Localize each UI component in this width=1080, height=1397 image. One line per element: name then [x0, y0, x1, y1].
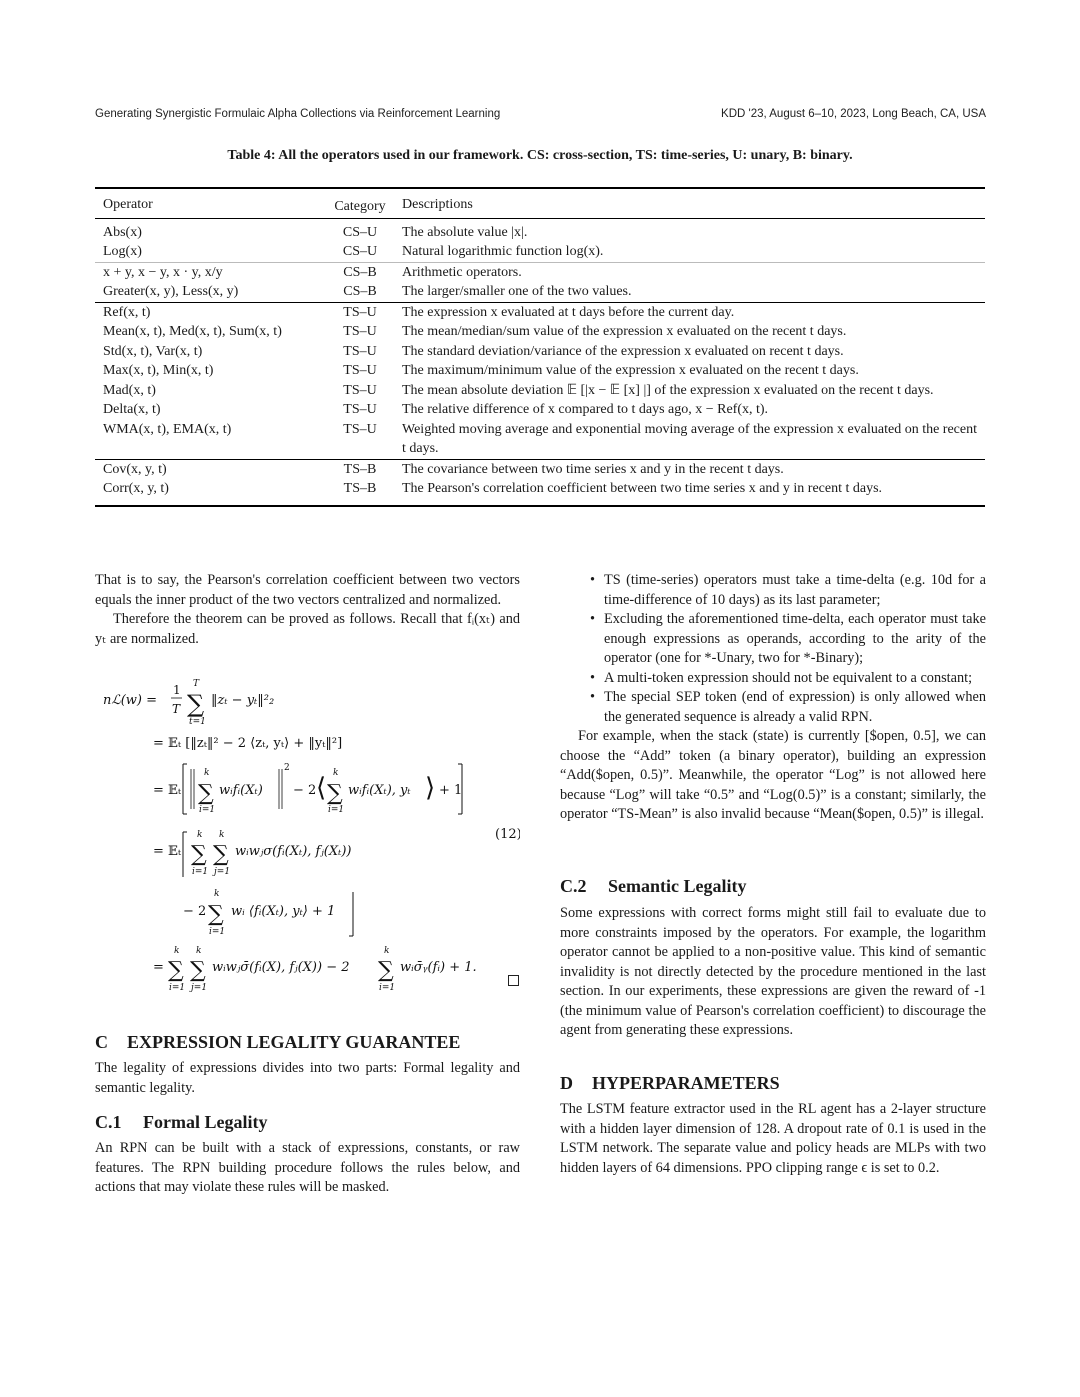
svg-text:j=1: j=1 [191, 983, 208, 993]
svg-text:k: k [196, 946, 202, 956]
svg-text:= 𝔼ₜ: = 𝔼ₜ [153, 844, 182, 859]
svg-text:t=1: t=1 [189, 717, 206, 727]
running-header-venue: KDD '23, August 6–10, 2023, Long Beach, CA, USA [721, 108, 986, 120]
rules-list [560, 571, 986, 727]
svg-text:⟩: ⟩ [425, 773, 436, 803]
category-cell: CS–B [326, 262, 394, 282]
description-cell: The relative difference of x compared to t days ago, x − Ref(x, t). [402, 402, 769, 417]
svg-text:wᵢwⱼσ(fᵢ(Xₜ), fⱼ(Xₜ)): wᵢwⱼσ(fᵢ(Xₜ), fⱼ(Xₜ)) [235, 844, 352, 859]
category-cell: TS–B [326, 459, 394, 479]
table-row [95, 381, 985, 401]
paragraph: The legality of expressions divides into two parts: Formal legality and semantic legality. [95, 1060, 520, 1096]
section-c-heading [95, 1032, 460, 1053]
svg-text:∑: ∑ [190, 958, 206, 983]
operator-cell: x + y, x − y, x · y, x/y [95, 262, 326, 282]
section-number: C.1 [95, 1112, 122, 1132]
section-title: EXPRESSION LEGALITY GUARANTEE [127, 1032, 461, 1052]
category-cell: TS–B [343, 481, 377, 496]
category-cell: TS–U [343, 382, 377, 398]
category-cell: TS–U [343, 363, 377, 378]
section-c1-body [95, 1139, 520, 1198]
paragraph: For example, when the stack (state) is currently [$open, 0.5], we can choose the “Add” token (a binary operator), building an expression “Add($open, 0.5)”. Meanwhile, the operator “Log” is not allowed here because “Log” will take “0.5” and “Log(0.5)” is a constant; similarly, the operator “TS-Mean” is also invalid because “Mean($open, 0.5)” is illegal. [560, 728, 986, 822]
section-title: HYPERPARAMETERS [592, 1073, 780, 1093]
equation-number: (12) [495, 827, 520, 842]
operator-cell: Log(x) [103, 244, 142, 259]
table-row [95, 242, 985, 262]
operator-cell: Corr(x, y, t) [103, 481, 169, 496]
operator-cell: Cov(x, y, t) [95, 459, 326, 479]
description-cell: Arithmetic operators. [394, 262, 985, 282]
category-cell: CS–B [343, 284, 377, 299]
svg-text:∑: ∑ [208, 902, 224, 927]
svg-text:− 2: − 2 [293, 783, 317, 798]
description-cell: The expression x evaluated at t days before the current day. [394, 302, 985, 322]
description-cell: The covariance between two time series x and y in the recent t days. [394, 459, 985, 479]
proof-intro [95, 571, 520, 649]
svg-text:k: k [214, 889, 220, 899]
table-row [95, 342, 985, 362]
qed-box-icon [508, 975, 519, 986]
section-c2-heading [560, 876, 746, 897]
svg-text:⟨: ⟨ [316, 773, 327, 803]
description-cell: The standard deviation/variance of the expression x evaluated on recent t days. [402, 343, 844, 359]
svg-text:∑: ∑ [213, 842, 229, 867]
svg-text:∑: ∑ [168, 958, 184, 983]
category-cell: TS–U [343, 343, 377, 359]
description-cell: Natural logarithmic function log(x). [402, 244, 604, 259]
section-c1-heading [95, 1112, 267, 1133]
svg-text:wᵢwⱼσ̄(fᵢ(X), fⱼ(X)) − 2: wᵢwⱼσ̄(fᵢ(X), fⱼ(X)) − 2 [212, 960, 350, 975]
table-row [95, 400, 985, 420]
section-d-heading [560, 1073, 780, 1094]
table-row [95, 302, 985, 322]
table-caption: Table 4: All the operators used in our framework. CS: cross-section, TS: time-series, U: unary, B: binary. [227, 148, 853, 163]
operator-cell: WMA(x, t), EMA(x, t) [103, 421, 232, 437]
svg-text:1: 1 [173, 683, 181, 697]
svg-text:i=1: i=1 [169, 983, 186, 993]
operator-cell: Greater(x, y), Less(x, y) [103, 284, 239, 299]
table-row [95, 218, 985, 242]
equation-12 [95, 672, 520, 997]
description-cell: Weighted moving average and exponential moving average of the expression x evaluated on the recent t days. [402, 421, 977, 456]
section-title: Formal Legality [143, 1112, 268, 1132]
section-number: C.2 [560, 876, 587, 896]
category-cell: TS–U [343, 421, 377, 437]
operator-cell: Mean(x, t), Med(x, t), Sum(x, t) [103, 324, 282, 339]
svg-text:∑: ∑ [191, 842, 207, 867]
svg-text:k: k [174, 946, 180, 956]
table-row [95, 479, 985, 506]
list-item: • Excluding the aforementioned time-delta, each operator must take enough expressions as operands, according to the arity of the operator (one for *-Unary, two for *-Binary); [604, 610, 986, 669]
svg-text:k: k [219, 830, 225, 840]
table-row [95, 322, 985, 342]
svg-text:i=1: i=1 [209, 927, 226, 937]
table-header-row [95, 188, 985, 218]
svg-text:wᵢfᵢ(Xₜ): wᵢfᵢ(Xₜ) [219, 783, 263, 798]
operator-cell: Std(x, t), Var(x, t) [103, 343, 203, 359]
description-cell: The Pearson's correlation coefficient between two time series x and y in recent t days. [402, 481, 883, 496]
svg-text:i=1: i=1 [192, 867, 209, 877]
svg-text:T: T [172, 702, 181, 716]
svg-text:nℒ(w) =: nℒ(w) = [103, 693, 158, 708]
section-c2-body [560, 904, 986, 1041]
list-item: • A multi-token expression should not be equivalent to a constant; [604, 669, 986, 689]
svg-text:k: k [197, 830, 203, 840]
description-cell: The maximum/minimum value of the expression x evaluated on the recent t days. [402, 363, 859, 378]
operator-cell: Max(x, t), Min(x, t) [103, 363, 214, 378]
svg-text:wᵢ ⟨fᵢ(Xₜ), yₜ⟩ + 1: wᵢ ⟨fᵢ(Xₜ), yₜ⟩ + 1 [231, 904, 336, 919]
svg-text:i=1: i=1 [379, 983, 396, 993]
svg-text:∑: ∑ [187, 690, 205, 718]
svg-text:= 𝔼ₜ [‖zₜ‖² − 2 ⟨zₜ, yₜ⟩ + ‖y: = 𝔼ₜ [‖zₜ‖² − 2 ⟨zₜ, yₜ⟩ + ‖yₜ‖²] [153, 736, 343, 751]
svg-text:k: k [204, 768, 210, 778]
list-item: • The special SEP token (end of expression) is only allowed when the generated sequence is already a valid RPN. [604, 688, 986, 727]
list-item: • TS (time-series) operators must take a time-delta (e.g. 10d for a time-difference of 10 days) as its last parameter; [604, 571, 986, 610]
category-cell: TS–U [326, 302, 394, 322]
svg-text:i=1: i=1 [199, 805, 216, 815]
svg-text:∑: ∑ [327, 781, 343, 806]
operator-cell: Mad(x, t) [103, 382, 156, 398]
header-category: Category [326, 188, 394, 218]
description-cell: The mean absolute deviation 𝔼 [|x − 𝔼 [x] |] of the expression x evaluated on the recent t days. [402, 382, 934, 398]
operator-cell: Delta(x, t) [103, 402, 161, 417]
table-row [95, 420, 985, 460]
svg-text:∑: ∑ [378, 958, 394, 983]
svg-text:k: k [384, 946, 390, 956]
operator-cell: Abs(x) [103, 224, 142, 240]
description-cell: The absolute value |x|. [402, 224, 528, 240]
svg-text:− 2: − 2 [183, 904, 207, 919]
svg-text:i=1: i=1 [328, 805, 345, 815]
description-cell: The larger/smaller one of the two values. [402, 284, 632, 299]
equation-graphic [95, 672, 520, 997]
table-row [95, 459, 985, 479]
section-number: C [95, 1032, 108, 1052]
description-cell: The mean/median/sum value of the expression x evaluated on the recent t days. [402, 324, 847, 339]
header-descriptions: Descriptions [394, 188, 985, 218]
category-cell: CS–U [342, 244, 378, 259]
category-cell: CS–U [342, 224, 378, 240]
section-number: D [560, 1073, 573, 1093]
operators-table [95, 187, 985, 507]
svg-text:wᵢfᵢ(Xₜ), yₜ: wᵢfᵢ(Xₜ), yₜ [348, 783, 411, 798]
paragraph: The LSTM feature extractor used in the RL agent has a 2-layer structure with a hidden layer dimension of 128. A dropout rate of 0.1 is used in the LSTM network. The separate value and policy heads are MLPs with two hidden layers of 64 dimensions. PPO clipping range ϵ is set to 0.2. [560, 1101, 986, 1176]
category-cell: TS–U [343, 324, 377, 339]
svg-text:k: k [333, 768, 339, 778]
paragraph: Therefore the theorem can be proved as follows. Recall that fᵢ(xₜ) and yₜ are normalized. [95, 611, 520, 647]
header-operator: Operator [95, 188, 326, 218]
table-row [95, 262, 985, 282]
svg-text:2: 2 [284, 763, 290, 773]
category-cell: TS–U [343, 402, 377, 417]
rules-and-example [560, 571, 986, 825]
svg-text:‖zₜ − yₜ‖²₂: ‖zₜ − yₜ‖²₂ [211, 693, 275, 708]
svg-text:wᵢσ̄ᵧ(fᵢ) + 1.: wᵢσ̄ᵧ(fᵢ) + 1. [400, 960, 477, 975]
svg-text:T: T [193, 679, 200, 689]
paragraph: An RPN can be built with a stack of expressions, constants, or raw features. The RPN building procedure follows the rules below, and actions that may violate these rules will be masked. [95, 1140, 520, 1195]
operator-cell: Ref(x, t) [95, 302, 326, 322]
paragraph: Some expressions with correct forms might still fail to evaluate due to more constraints imposed by the operators. For example, the logarithm operator cannot be applied to a non-positive value. This kind of semantic invalidity is not directly detected by the procedure mentioned in the last section. In our experiments, these expressions are given the reward of -1 (the minimum value of Pearson's correlation coefficient) to discourage the agent from generating these expressions. [560, 905, 986, 1038]
svg-text:∑: ∑ [198, 781, 214, 806]
paragraph: That is to say, the Pearson's correlation coefficient between two vectors equals the inner product of the two vectors centralized and normalized. [95, 572, 520, 608]
section-d-body [560, 1100, 986, 1178]
svg-text:= 𝔼ₜ: = 𝔼ₜ [153, 783, 182, 798]
table-row [95, 361, 985, 381]
section-title: Semantic Legality [608, 876, 747, 896]
running-header-title: Generating Synergistic Formulaic Alpha Collections via Reinforcement Learning [95, 108, 501, 120]
table-row [95, 282, 985, 302]
svg-text:j=1: j=1 [214, 867, 231, 877]
svg-text:=: = [153, 960, 164, 975]
svg-text:+ 1: + 1 [439, 783, 463, 798]
section-c-body [95, 1059, 520, 1098]
